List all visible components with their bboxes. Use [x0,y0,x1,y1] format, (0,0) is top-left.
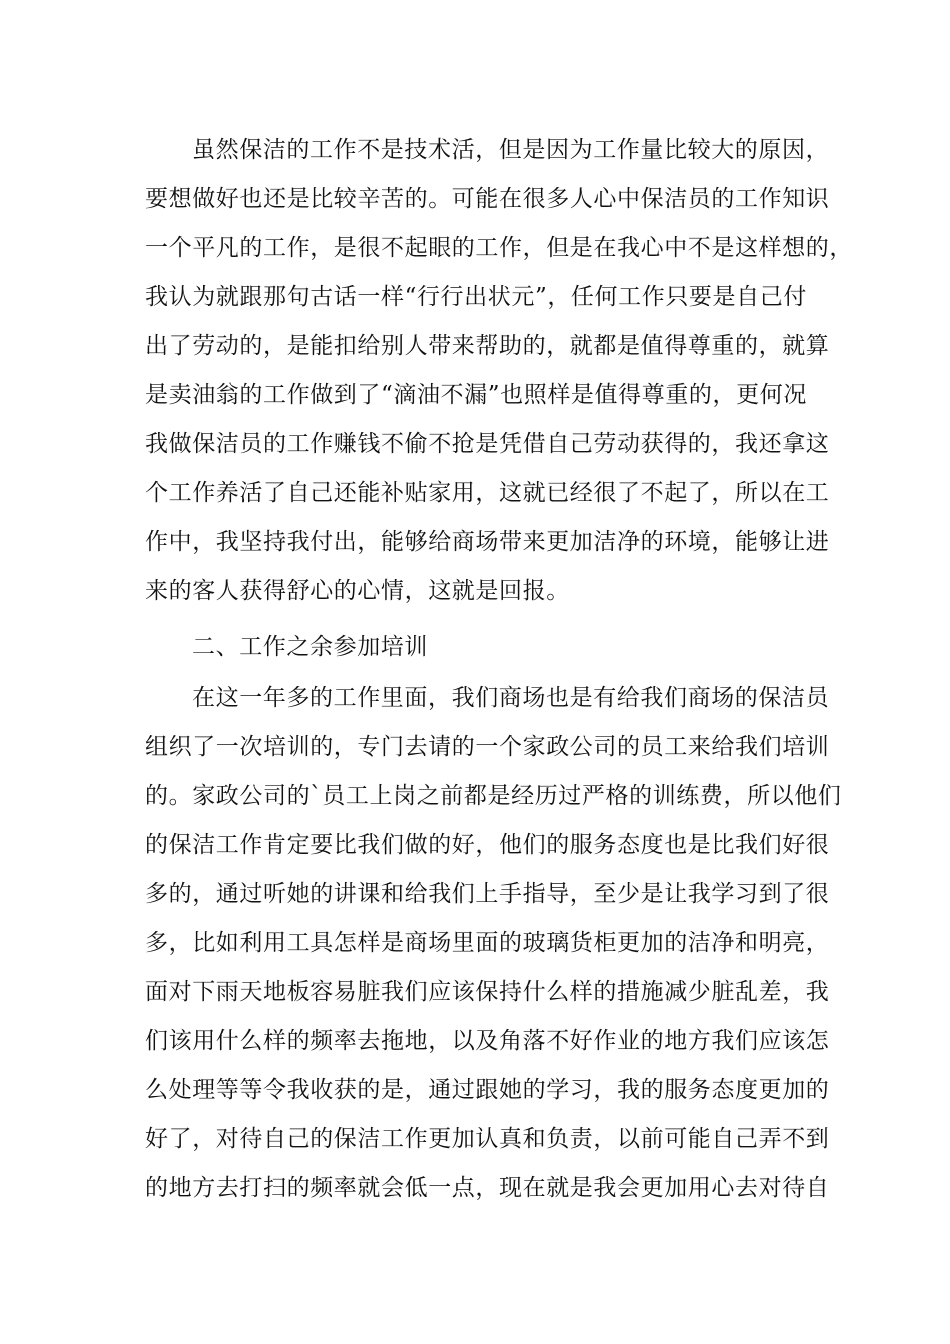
text-line: 多，比如利用工具怎样是商场里面的玻璃货柜更加的洁净和明亮， [145,930,830,956]
text-line: 的保洁工作肯定要比我们做的好，他们的服务态度也是比我们好很 [145,832,830,858]
text-line: 来的客人获得舒心的心情，这就是回报。 [145,578,570,604]
text-line: 么处理等等令我收获的是，通过跟她的学习，我的服务态度更加的 [145,1077,830,1103]
text-line: 作中，我坚持我付出，能够给商场带来更加洁净的环境，能够让进 [145,529,830,555]
section-heading: 二、工作之余参加培训 [192,634,428,660]
text-line: 我做保洁员的工作赚钱不偷不抢是凭借自己劳动获得的，我还拿这 [145,431,830,457]
text-line: 的。家政公司的`员工上岗之前都是经历过严格的训练费，所以他们 [145,783,842,809]
text-line: 虽然保洁的工作不是技术活，但是因为工作量比较大的原因， [192,137,830,163]
text-line: 一个平凡的工作，是很不起眼的工作，但是在我心中不是这样想的， [145,235,853,261]
text-line: 好了，对待自己的保洁工作更加认真和负责，以前可能自己弄不到 [145,1126,830,1152]
text-line: 们该用什么样的频率去拖地，以及角落不好作业的地方我们应该怎 [145,1028,830,1054]
text-line: 组织了一次培训的，专门去请的一个家政公司的员工来给我们培训 [145,734,830,760]
text-line: 我认为就跟那句古话一样“行行出状元”，任何工作只要是自己付 [145,284,807,310]
text-line: 的地方去打扫的频率就会低一点，现在就是我会更加用心去对待自 [145,1175,830,1201]
text-line: 出了劳动的，是能扣给别人带来帮助的，就都是值得尊重的，就算 [145,333,830,359]
text-line: 个工作养活了自己还能补贴家用，这就已经很了不起了，所以在工 [145,480,830,506]
text-line: 多的，通过听她的讲课和给我们上手指导，至少是让我学习到了很 [145,881,830,907]
text-line: 要想做好也还是比较辛苦的。可能在很多人心中保洁员的工作知识 [145,186,830,212]
text-line: 是卖油翁的工作做到了“滴油不漏”也照样是值得尊重的，更何况 [145,382,807,408]
text-line: 面对下雨天地板容易脏我们应该保持什么样的措施减少脏乱差，我 [145,979,830,1005]
text-line: 在这一年多的工作里面，我们商场也是有给我们商场的保洁员 [192,685,830,711]
